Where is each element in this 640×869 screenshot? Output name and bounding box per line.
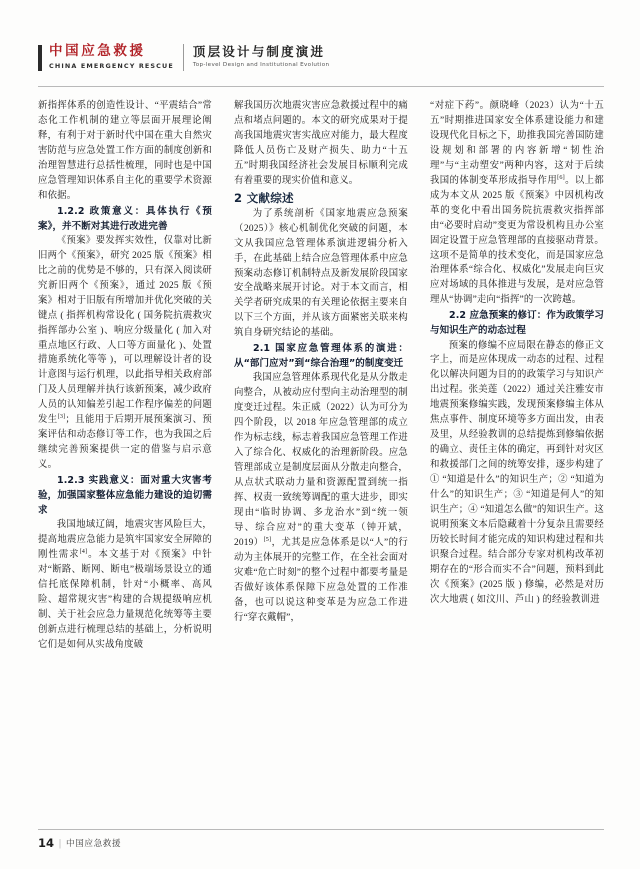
paragraph	[38, 234, 212, 473]
masthead-section	[193, 44, 329, 68]
running-header	[38, 44, 604, 80]
column-middle	[234, 99, 408, 821]
paragraph-text: 我国地域辽阔，地震灾害风险巨大，提高地震应急能力是筑牢国家安全屏障的刚性需求	[38, 520, 212, 561]
paragraph: 为了系统剖析《国家地震应急预案（2025）》核心机制优化突破的问题，本文从我国应急管理体系演进逻辑分析入手，在此基础上结合应急管理体系中应急预案动态修订机制特点及新发展阶段国家安全战略来展开讨论。对于本文而言，相关学者研究成果的有关理论依据主要来自以下三个方面，并从该方面紧密关联来构筑自身研究结论的基础。	[234, 208, 408, 339]
masthead-divider	[183, 44, 184, 71]
paragraph-text: “对症下药”。颜晓峰（2023）认为“十五五”时期推进国家安全体系建设能力和建设现代化目标之下，助推我国完善国防建设规划和部署的内容新增“韧性治理”与“主动塑安”两种内容，这对于后续我国的体制变革形成指导作用	[430, 101, 604, 186]
footer-rule	[38, 829, 604, 830]
page-number: 14	[38, 836, 55, 850]
paragraph-text-cont: 。本文基于对《预案》中针对“断路、断网、断电”极端场景设立的通信托底保障机制，针对“小概率、高风险、超常规灾害”构建的合规提级响应机制、关于社会应急力量规范化统筹等主要创新点进行梳理总结的基础上，分析说明它们是如何从实战角度破	[38, 550, 212, 651]
paragraph	[234, 371, 408, 625]
heading-2-2: 2.2 应急预案的修订：作为政策学习与知识生产的动态过程	[430, 310, 604, 337]
journal-name-cn: 中国应急救援	[49, 43, 146, 59]
paragraph-text-cont: ，尤其是应急体系是以“人”的行动为主体展开的完整工作，在全社会面对灾难“危亡时刻”的整个过程中都要考量是否做好该体系保障下应急处置的工作准备，也可以说这种变革是为应急工作进行“穿衣戴帽”，	[234, 537, 408, 623]
footer-separator: |	[59, 837, 62, 849]
paragraph-text-cont: ；且能用于后期开展预案演习、预案评估和动态修订等工作，也为我国之后继续完善预案提供一定的借鉴与启示意义。	[38, 415, 212, 471]
paragraph-text: 我国应急管理体系现代化是从分散走向整合，从被动应付型向主动治理型的制度变迁过程。朱正威（2022）认为可分为四个阶段，以 2018 年应急管理部的成立作为标志线，标志着我国应急管理工作进入了综合化、权威化的治理新阶段。应急管理部成立是制度层面从分散走向整合，从点状式联动力量和资源配置到统一指挥、权责一致统筹调配的重大进步，即实现由“临时协调、多龙治水”到“统一领导、综合应对”的重大变革（钟开斌，2019）	[234, 373, 408, 548]
paragraph-text: 《预案》要发挥实效性，仅靠对比新旧两个《预案》，研究 2025 版《预案》相比之前的优势是不够的，只有深入阅读研究新旧两个《预案》，通过 2025 版《预案》相对于旧版有所增加并优化突破的关键点 ( 指挥机构常设化 ( 国务院抗震救灾指挥部办公室 )、响应分级量化 ( 加入对重点地区行政、人口等方面量化 )、处置措施系统化等等 )，可以理解设计者的设计意图与运行机理，以此指导相关政府部门及人员理解并执行该新预案，减少政府人员的认知偏差引起工作程序偏差的问题发生	[38, 235, 212, 426]
section-title-en: Top-level Design and Institutional Evolution	[192, 62, 330, 68]
paragraph: 预案的修编不应局限在静态的修正文字上，而是应体现成一动态的过程、过程化以解决问题为目的的政策学习与知识产出过程。张美莲（2022）通过关注雅安市地震预案修编实践，发现预案修编主体从焦点事件、制度环境等多方面出发，由表及里，从经验教训的总结提炼到修编依据的确立、责任主体的确定，再到针对灾区和救援部门之间的统筹安排，逐步构建了① “知道是什么”的知识生产；② “知道为什么”的知识生产；③ “知道是何人”的知识生产；④ “知道怎么做”的知识生产。这说明预案文本后隐藏着十分复杂且需要经历较长时间才能完成的知识构建过程和共识聚合过程。结合部分专家对机构改革初期存在的“形合而实不合”问题，预料到此次《预案》(2025 版 ) 修编，必然是对历次大地震 ( 如汶川、芦山 ) 的经验教训进	[430, 340, 604, 605]
header-rule	[38, 86, 604, 87]
footer-journal-name: 中国应急救援	[66, 839, 122, 849]
paragraph	[38, 518, 212, 653]
citation-ref: [3]	[57, 413, 66, 421]
heading-1-2-3: 1.2.3 实践意义：面对重大灾害考验，加强国家整体应急能力建设的迫切需求	[38, 475, 212, 517]
masthead-accent-bar	[38, 45, 42, 71]
article-body	[38, 99, 604, 821]
citation-ref: [6]	[557, 173, 565, 181]
paragraph	[430, 99, 604, 308]
paragraph-text-cont: 。以上都成为本文从 2025 版《预案》中因机构改革的变化中看出国务院抗震救灾指挥部由“必要时启动”变更为常设机构且办公室固定设置于应急管理部的直接驱动背景。这项不是简单的技术变化，而是国家应急治理体系“综合化、权威化”发展走向巨灾应对场域的具体推进与发展，是对应急管理从“协调”走向“指挥”的一次跨越。	[430, 175, 604, 306]
page-footer	[38, 836, 121, 850]
heading-1-2-2: 1.2.2 政策意义：具体执行《预案》，并不断对其进行改进完善	[38, 205, 212, 232]
masthead-journal	[49, 44, 183, 70]
citation-ref: [5]	[263, 535, 272, 543]
column-right	[430, 99, 604, 821]
citation-ref: [4]	[79, 548, 88, 556]
paragraph: 新指挥体系的创造性设计、“平震结合”常态化工作机制的建立等层面开展理论阐释，有利于对于新时代中国在重大自然灾害防范与应急处置工作方面的制度创新和治理智慧进行总括性梳理，同时也是中国应急管理知识体系自主化的重要学术资源和依据。	[38, 101, 212, 201]
heading-section-2: 2 文献综述	[234, 190, 294, 205]
paragraph: 解我国历次地震灾害应急救援过程中的痛点和堵点问题的。本文的研究成果对于提高我国地震灾害实战应对能力，最大程度降低人员伤亡及财产损失、助力“十五五”时期我国经济社会发展目标顺利完成有着重要的现实价值和意义。	[234, 101, 408, 186]
section-title-cn: 顶层设计与制度演进	[192, 44, 326, 59]
column-left	[38, 99, 212, 821]
journal-name-en: CHINA EMERGENCY RESCUE	[49, 61, 174, 70]
heading-2-1: 2.1 国家应急管理体系的演进：从“部门应对”到“综合治理”的制度变迁	[234, 343, 408, 370]
